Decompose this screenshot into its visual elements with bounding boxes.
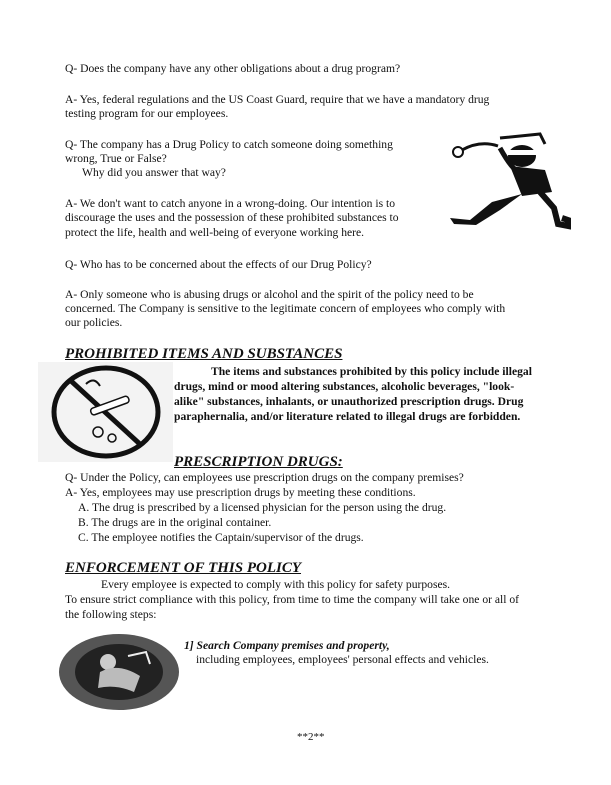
question-3: Q- Who has to be concerned about the effects of our Drug Policy? [65, 258, 372, 271]
enforcement-line-2: To ensure strict compliance with this policy, from time to time the company will take one or all of [65, 593, 520, 606]
step-1-body: including employees, employees' personal effects and vehicles. [196, 653, 489, 666]
question-2-line-2: wrong, True or False? [65, 152, 167, 165]
condition-b: B. The drugs are in the original container. [78, 516, 272, 529]
no-drugs-sign-icon [38, 362, 173, 462]
enforcement-heading: ENFORCEMENT OF THIS POLICY [65, 560, 302, 576]
answer-2-line-2: discourage the uses and the possession of these prohibited substances to [65, 211, 399, 224]
prescription-answer: A- Yes, employees may use prescription drugs by meeting these conditions. [65, 486, 416, 499]
enforcement-line-3: the following steps: [65, 608, 157, 621]
answer-3-line-3: our policies. [65, 316, 123, 329]
condition-a: A. The drug is prescribed by a licensed physician for the person using the drug. [78, 501, 447, 514]
prohibited-line-2: drugs, mind or mood altering substances, alcoholic beverages, "look- [174, 380, 515, 393]
answer-3-line-2: concerned. The Company is sensitive to the legitimate concern of employees who comply with [65, 302, 506, 315]
search-scene-clipart-icon [58, 632, 180, 712]
condition-c: C. The employee notifies the Captain/supervisor of the drugs. [78, 531, 364, 544]
answer-3-line-1: A- Only someone who is abusing drugs or alcohol and the spirit of the policy need to be [65, 288, 474, 301]
prohibited-line-4: paraphernalia, and/or literature related to illegal drugs are forbidden. [174, 410, 521, 423]
prohibited-line-3: alike" substances, inhalants, or unauthorized prescription drugs. Drug [174, 395, 524, 408]
prescription-question: Q- Under the Policy, can employees use prescription drugs on the company premises? [65, 471, 464, 484]
step-1-title: 1] Search Company premises and property, [184, 639, 390, 652]
answer-2-line-1: A- We don't want to catch anyone in a wrong-doing. Our intention is to [65, 197, 396, 210]
enforcement-line-1: Every employee is expected to comply with this policy for safety purposes. [101, 578, 451, 591]
burglar-clipart-icon [440, 130, 572, 230]
question-2-line-1: Q- The company has a Drug Policy to catch someone doing something [65, 138, 393, 151]
prescription-heading: PRESCRIPTION DRUGS: [174, 454, 343, 470]
answer-1-line-2: testing program for our employees. [65, 107, 229, 120]
answer-2-line-3: protect the life, health and well-being of everyone working here. [65, 226, 365, 239]
question-2-line-3: Why did you answer that way? [82, 166, 226, 179]
prohibited-line-1: The items and substances prohibited by this policy include illegal [211, 365, 532, 378]
page-number: **2** [297, 731, 325, 743]
question-1: Q- Does the company have any other obligations about a drug program? [65, 62, 401, 75]
answer-1-line-1: A- Yes, federal regulations and the US Coast Guard, require that we have a mandatory drug [65, 93, 490, 106]
prohibited-heading: PROHIBITED ITEMS AND SUBSTANCES [65, 346, 343, 362]
